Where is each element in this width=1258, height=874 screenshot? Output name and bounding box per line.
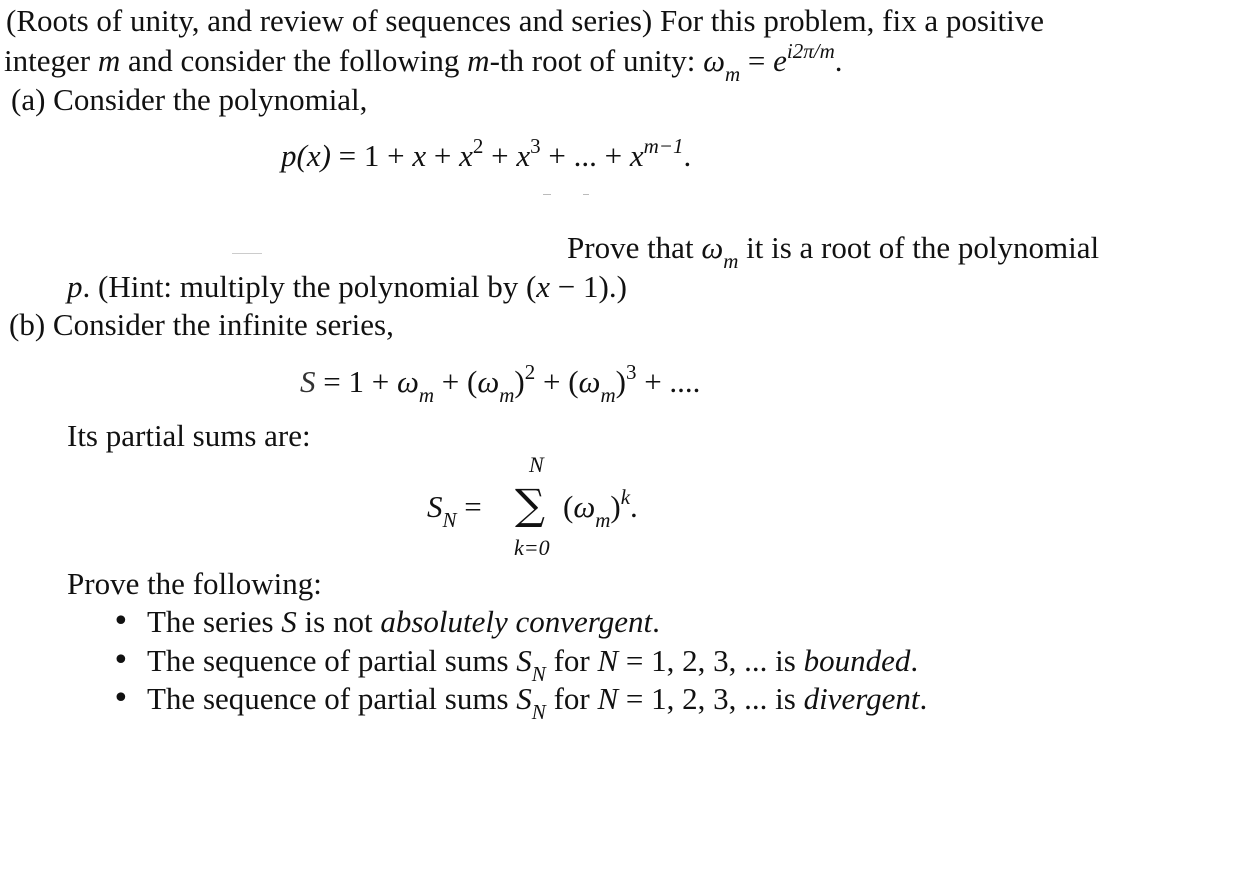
hint-line	[67, 269, 627, 305]
text: = 1 +	[315, 364, 397, 399]
text: . (Hint: multiply the polynomial by (	[82, 269, 537, 304]
scan-artifact	[232, 253, 262, 254]
plus: +	[426, 138, 460, 173]
part-a-label	[11, 82, 367, 118]
plus: +	[483, 138, 517, 173]
part-b-label	[9, 307, 394, 343]
upper-limit: N	[529, 452, 544, 477]
part-b-heading: (b) Consider the infinite series,	[9, 307, 394, 342]
period: .	[683, 138, 692, 173]
bullet-icon: •	[112, 681, 130, 716]
text: -th root of unity:	[489, 43, 704, 78]
text: for	[545, 681, 598, 716]
euler-e: e	[773, 43, 787, 78]
exponent: i2π/m	[786, 38, 835, 63]
text: integer	[4, 43, 98, 78]
text: is not	[296, 604, 381, 639]
var-N: N	[597, 643, 619, 678]
series-equation	[300, 359, 701, 408]
omega-subscript: m	[600, 383, 616, 408]
text: and consider the following	[120, 43, 468, 78]
text: + ....	[636, 364, 701, 399]
sigma-upper-limit	[529, 452, 544, 478]
summation-sign: ∑	[515, 480, 545, 529]
equals: =	[740, 43, 774, 78]
period: .	[919, 681, 928, 716]
lower-limit: k=0	[514, 535, 550, 560]
equals: =	[456, 489, 482, 524]
text: = 1 +	[330, 138, 413, 173]
sigma-symbol	[515, 480, 545, 529]
text: = 1, 2, 3, ... is	[618, 681, 804, 716]
var-x: x	[516, 138, 531, 173]
sum-term	[563, 484, 638, 533]
text: + (	[535, 364, 579, 399]
emphasis: divergent	[803, 681, 920, 716]
text: Prove the following:	[67, 566, 322, 601]
text: The series	[147, 604, 282, 639]
var-m: m	[467, 43, 490, 78]
exponent: 2	[472, 133, 484, 158]
paren: )	[514, 364, 525, 399]
emphasis: bounded	[803, 643, 911, 678]
omega: ω	[573, 489, 596, 524]
text: − 1).)	[550, 269, 627, 304]
text: Prove that	[567, 230, 702, 265]
scan-artifact	[543, 194, 551, 195]
bullet-icon: •	[112, 643, 130, 678]
text: The sequence of partial sums	[147, 681, 517, 716]
var-S: S	[281, 604, 297, 639]
var-x: x	[629, 138, 644, 173]
exponent: m−1	[643, 133, 684, 158]
var-m: m	[97, 43, 121, 78]
bullet-item-2	[147, 643, 919, 687]
exponent: 3	[625, 359, 637, 384]
exponent: 2	[524, 359, 536, 384]
prove-line-a	[567, 230, 1100, 274]
var-S: S	[300, 364, 316, 399]
omega-subscript: m	[595, 508, 611, 533]
period: .	[652, 604, 660, 639]
period: .	[834, 43, 843, 78]
exponent: k	[620, 484, 631, 509]
part-a-heading: (a) Consider the polynomial,	[11, 82, 368, 117]
omega-subscript: m	[418, 383, 435, 408]
period: .	[910, 643, 919, 678]
paren: )	[610, 489, 621, 524]
paren: (	[563, 489, 574, 524]
partial-sums-label	[67, 418, 311, 454]
text: Its partial sums are:	[67, 418, 311, 453]
prove-following-label	[67, 566, 322, 602]
var-x: x	[459, 138, 473, 173]
text: it is a root of the polynomial	[738, 230, 1100, 265]
bullet-item-1	[147, 604, 660, 640]
var-p: p	[67, 269, 83, 304]
text: + ... +	[540, 138, 630, 173]
paren: )	[615, 364, 626, 399]
exponent: 3	[530, 133, 541, 158]
omega-subscript: m	[499, 383, 515, 408]
polynomial-equation	[281, 133, 692, 174]
var-x: x	[412, 138, 427, 173]
var-S: S	[427, 489, 443, 524]
intro-line-1	[6, 3, 1044, 39]
omega: ω	[578, 364, 601, 399]
omega: ω	[396, 364, 419, 399]
omega-subscript: m	[723, 249, 739, 274]
period: .	[630, 489, 638, 524]
bullet-icon: •	[112, 604, 130, 639]
text: for	[545, 643, 598, 678]
subscript-N: N	[442, 508, 457, 533]
emphasis: absolutely convergent	[380, 604, 653, 639]
var-S: S	[516, 681, 532, 716]
intro-line-2	[4, 38, 843, 87]
text: = 1, 2, 3, ... is	[618, 643, 804, 678]
sigma-lower-limit	[514, 535, 550, 561]
text: + (	[434, 364, 478, 399]
omega-subscript: m	[725, 62, 741, 87]
subscript-N: N	[531, 700, 546, 725]
var-x: x	[536, 269, 551, 304]
bullet-item-3	[147, 681, 928, 725]
scan-artifact	[583, 194, 589, 195]
omega: ω	[703, 43, 725, 78]
var-S: S	[516, 643, 532, 678]
poly-lhs: p(x)	[281, 138, 331, 173]
sn-lhs	[427, 489, 482, 533]
subscript-N: N	[531, 662, 546, 687]
text: The sequence of partial sums	[147, 643, 517, 678]
var-N: N	[597, 681, 619, 716]
intro-text: (Roots of unity, and review of sequences and series) For this problem, fix a positive	[6, 3, 1044, 38]
omega: ω	[701, 230, 724, 265]
omega: ω	[477, 364, 500, 399]
